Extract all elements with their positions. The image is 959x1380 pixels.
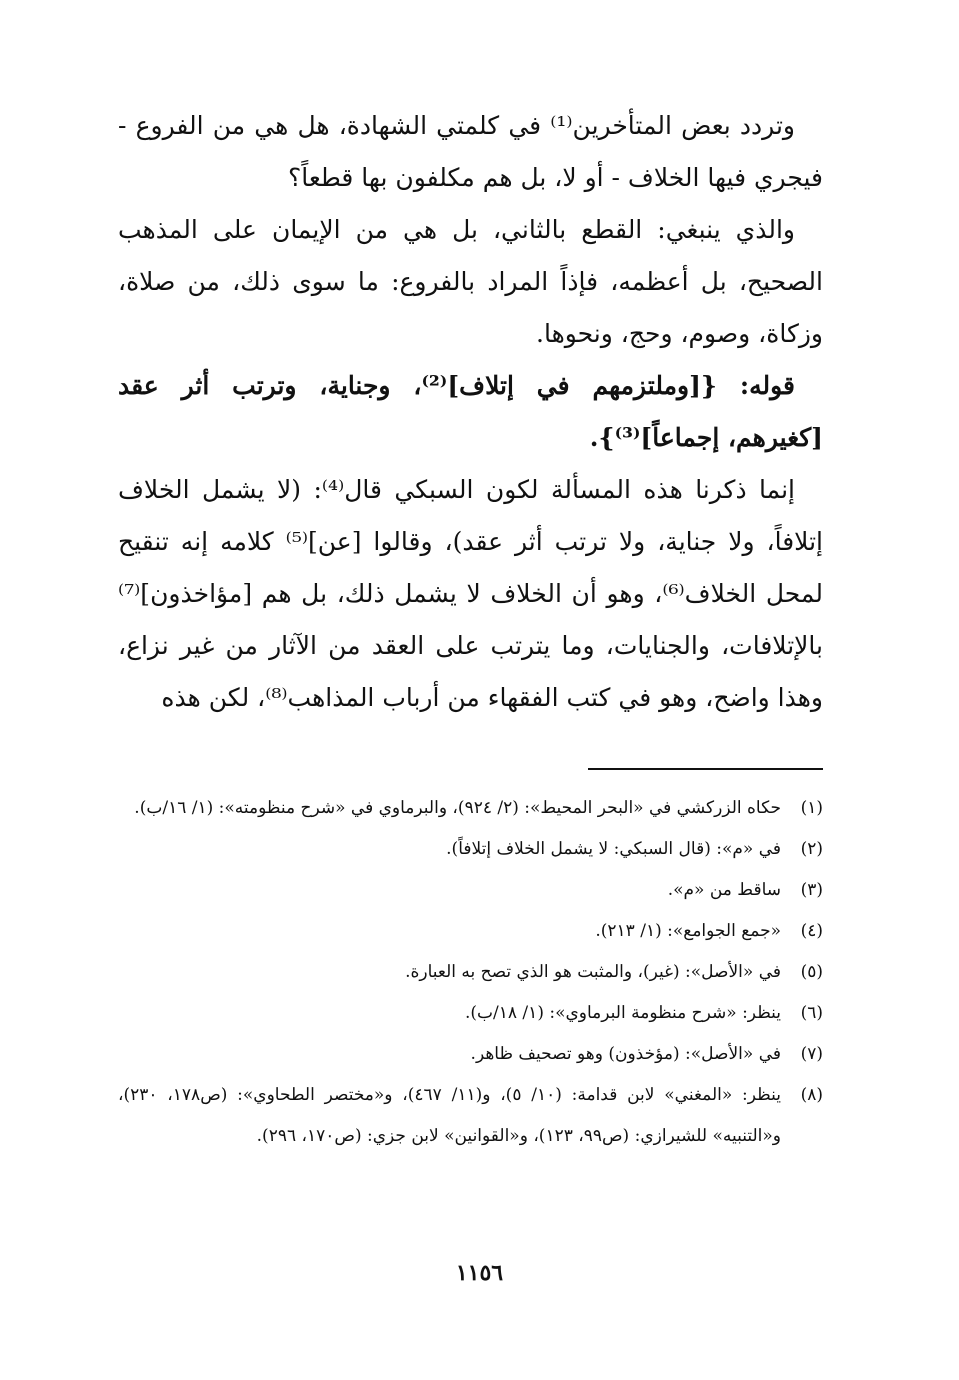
- main-text: [118, 100, 823, 724]
- footnote-divider: [588, 768, 823, 770]
- paragraph-2: والذي ينبغي: القطع بالثاني، بل هي من الإيمان على المذهب الصحيح، بل أعظمه، فإذاً المراد بالفروع: ما سوى ذلك، من صلاة، وزكاة، وصوم، وحج، ونحوها.: [118, 215, 823, 348]
- footnote-text: ينظر: «المغني» لابن قدامة: (١٠/ ٥)، و(١١/ ٤٦٧)، و«مختصر الطحاوي»: (ص١٧٨، ٢٣٠)، و«التنبيه» للشيرازي: (ص٩٩، ١٢٣)، و«القوانين» لابن جزي: (ص١٧٠، ٢٩٦).: [118, 1085, 781, 1146]
- paragraph-3-quote: قوله: {[وملتزمهم في إتلاف]⁽²⁾، وجناية، وترتب أثر عقد [كغيرهم، إجماعاً]⁽³⁾}.: [118, 371, 823, 452]
- footnote-text: في «م»: (قال السبكي: لا يشمل الخلاف إتلافاً).: [446, 839, 781, 859]
- footnotes: [118, 788, 823, 1157]
- footnote-text: حكاه الزركشي في «البحر المحيط»: (٢/ ٩٢٤)، والبرماوي في «شرح منظومته»: (١/ ١٦/ب).: [134, 798, 781, 818]
- footnote-text: ينظر: «شرح منظومة البرماوي»: (١/ ١٨/ب).: [464, 1003, 781, 1023]
- footnote-8: [118, 1075, 823, 1157]
- page-number: ١١٥٦: [455, 1260, 504, 1286]
- footnote-number: (٣): [800, 880, 823, 900]
- footnote-number: (١): [800, 798, 823, 818]
- paragraph-1: وتردد بعض المتأخرين⁽¹⁾ في كلمتي الشهادة، هل هي من الفروع - فيجري فيها الخلاف - أو لا، بل هم مكلفون بها قطعاً؟: [118, 111, 823, 192]
- footnote-number: (٤): [800, 921, 823, 941]
- paragraph-4: إنما ذكرنا هذه المسألة لكون السبكي قال⁽⁴⁾: (لا يشمل الخلاف إتلافاً، ولا جناية، ولا ترتب أثر عقد)، وقالوا [عن]⁽⁵⁾ كلامه إنه تنقيح لمحل الخلاف⁽⁶⁾، وهو أن الخلاف لا يشمل ذلك، بل هم [مؤاخذون]⁽⁷⁾ بالإتلافات، والجنايات، وما يترتب على العقد من الآثار من غير نزاع، وهذا واضح، وهو في كتب الفقهاء من أرباب المذاهب⁽⁸⁾، لكن هذه: [118, 475, 824, 712]
- footnote-1: [118, 788, 823, 829]
- footnote-3: [118, 870, 823, 911]
- footnote-number: (٨): [800, 1085, 823, 1105]
- footnote-text: في «الأصل»: (مؤخذون) وهو تصحيف ظاهر.: [470, 1044, 781, 1064]
- footnote-5: [118, 952, 823, 993]
- footnote-number: (٦): [800, 1003, 823, 1023]
- page-content: [118, 100, 824, 1146]
- footnote-4: [118, 911, 823, 952]
- footnote-number: (٥): [800, 962, 823, 982]
- footnote-text: «جمع الجوامع»: (١/ ٢١٣).: [595, 921, 781, 941]
- footnote-number: (٢): [800, 839, 823, 859]
- footnote-2: [118, 829, 823, 870]
- footnote-7: [118, 1034, 823, 1075]
- footnote-text: ساقط من «م».: [667, 880, 781, 900]
- footnote-number: (٧): [800, 1044, 823, 1064]
- footnote-text: في «الأصل»: (غير)، والمثبت هو الذي تصح به العبارة.: [405, 962, 781, 982]
- footnote-6: [118, 993, 823, 1034]
